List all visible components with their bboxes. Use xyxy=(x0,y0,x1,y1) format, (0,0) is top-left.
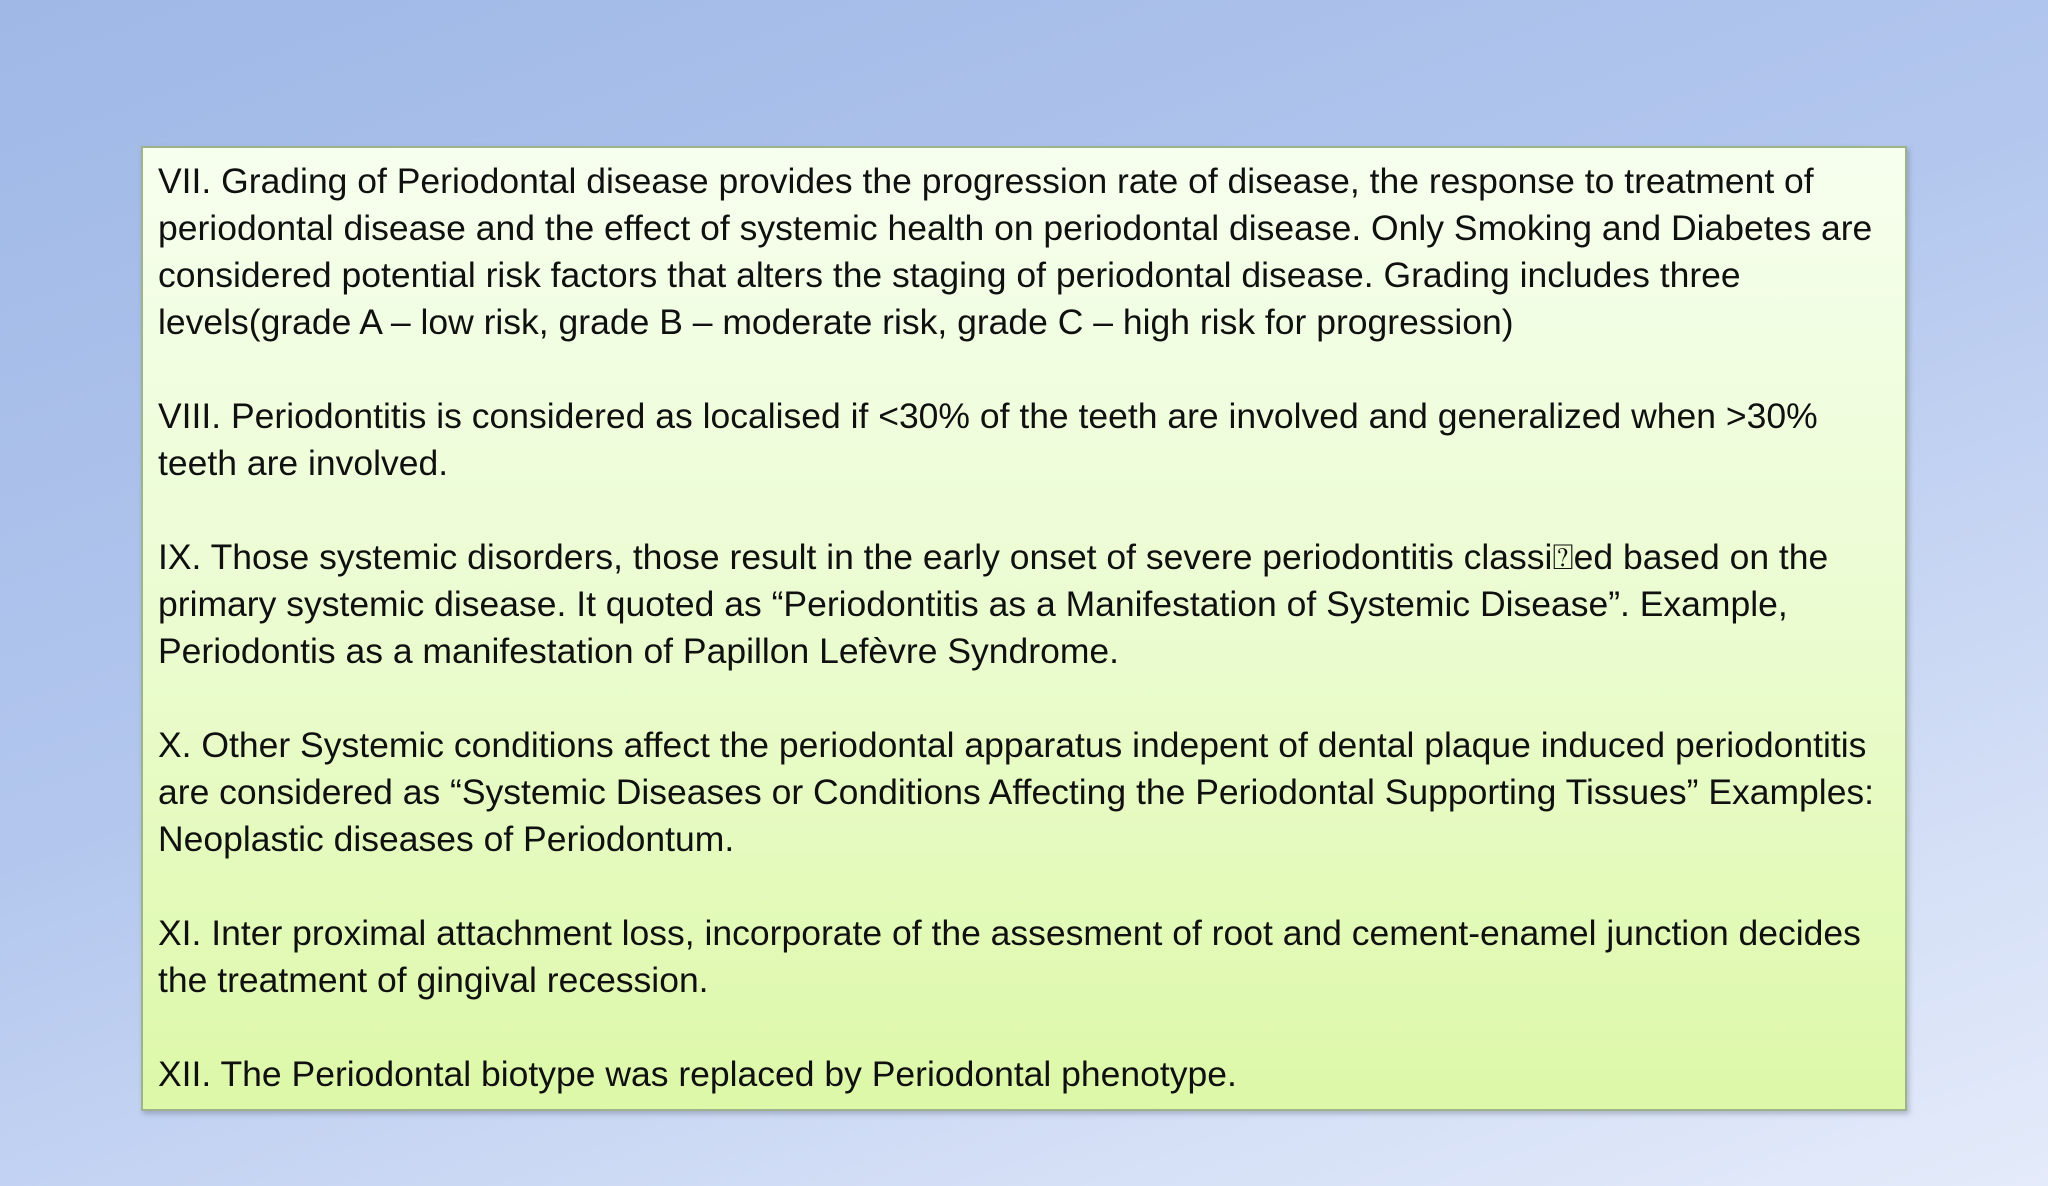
paragraph-xii: XII. The Periodontal biotype was replaced by Periodontal phenotype. xyxy=(158,1054,1237,1094)
paragraph-viii: VIII. Periodontitis is considered as localised if <30% of the teeth are involved and generalized when >30% teeth are involved. xyxy=(158,396,1818,483)
paragraph-vii: VII. Grading of Periodontal disease provides the progression rate of disease, the response to treatment of periodontal disease and the effect of systemic health on periodontal disease. Only Smoking and Diabetes are considered potential risk factors that alters the staging of periodontal disease. Grading includes three levels(grade A – low risk, grade B – moderate risk, grade C – high risk for progression) xyxy=(158,161,1873,342)
paragraph-ix: IX. Those systemic disorders, those result in the early onset of severe periodontitis classi⍰ed based on the primary systemic disease. It quoted as “Periodontitis as a Manifestation of Systemic Disease”. Example, Periodontis as a manifestation of Papillon Lefèvre Syndrome. xyxy=(158,537,1829,671)
paragraph-xi: XI. Inter proximal attachment loss, incorporate of the assesment of root and cement-enamel junction decides the treatment of gingival recession. xyxy=(158,913,1861,1000)
paragraph-x: X. Other Systemic conditions affect the periodontal apparatus indepent of dental plaque induced periodontitis are considered as “Systemic Diseases or Conditions Affecting the Periodontal Supporting Tissues” Examples: Neoplastic diseases of Periodontum. xyxy=(158,725,1875,859)
content-text-box xyxy=(141,146,1907,1111)
